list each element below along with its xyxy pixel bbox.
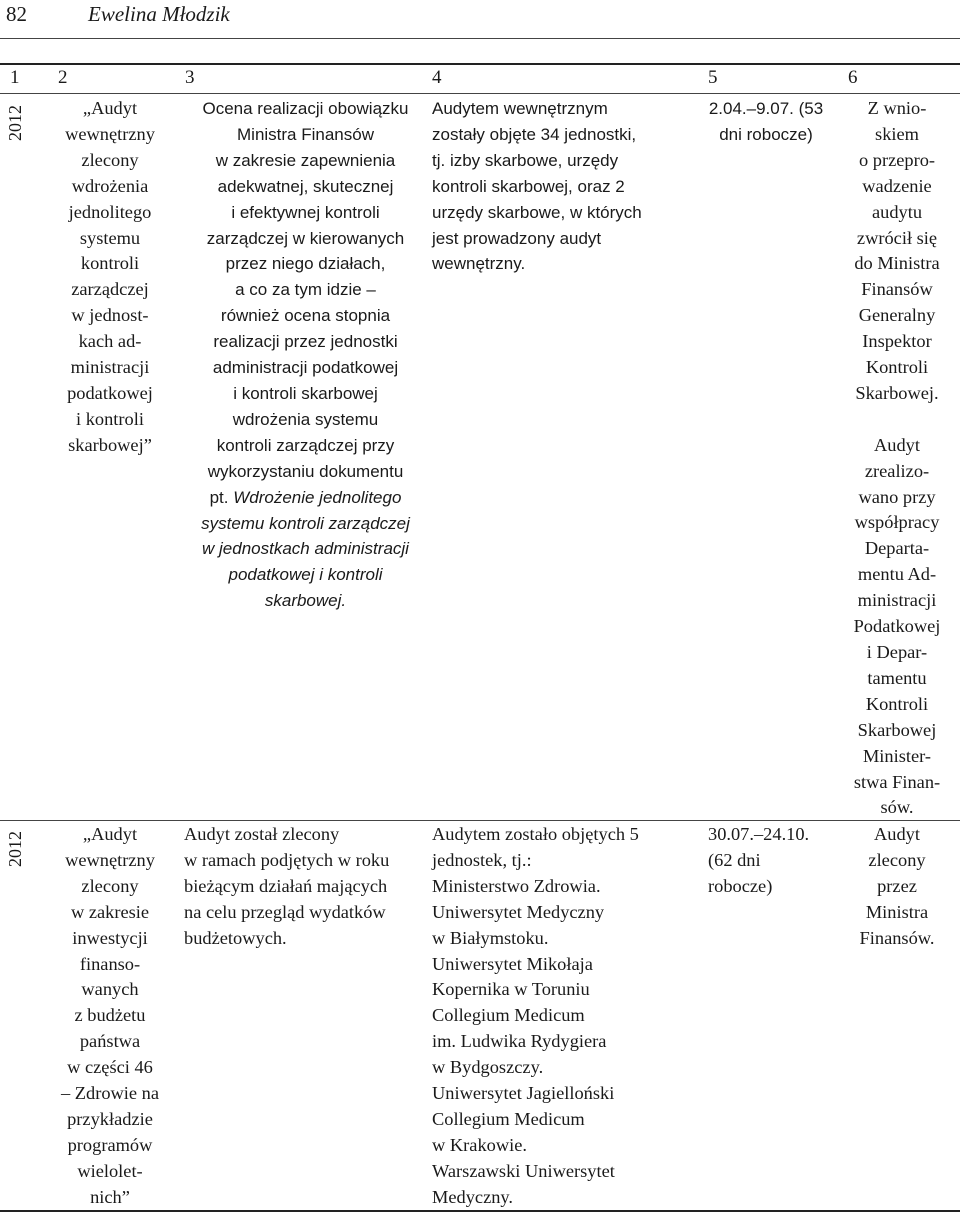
row-1-period: 2.04.–9.07. (53 dni robocze)	[708, 99, 824, 144]
row-1-audited-units: Audytem wewnętrznym zostały objęte 34 jednostki, tj. izby skarbowe, urzędy kontroli skarbowej, oraz 2 urzędy skarbowe, w których jest prowadzony audyt wewnętrzny.	[432, 99, 642, 274]
running-head-author: Ewelina Młodzik	[88, 2, 230, 26]
row-1-year: 2012	[5, 105, 25, 141]
row-1-audit-scope: Ocena realizacji obowiązku Ministra Finansów w zakresie zapewnienia adekwatnej, skutecznej i efektywnej kontroli zarządczej w kierowanych przez niego działach, a co za tym idzie – również ocena stopnia realizacji przez jednostki administracji podatkowej i kontroli skarbowej wdrożenia systemu kontroli zarządczej przy wykorzystaniu dokumentu pt. Wdrożenie jednolitego systemu kontroli zarządczej w jednostkach administracji podatkowej i kontroli skarbowej.	[201, 99, 410, 611]
header-rule	[0, 38, 960, 39]
column-header-2: 2	[58, 67, 68, 88]
column-header-3: 3	[185, 67, 195, 88]
row-2-year: 2012	[5, 831, 25, 867]
table-bottom-rule	[0, 1210, 960, 1212]
row-1-remarks: Z wnio- skiem o przepro- wadzenie audytu zwrócił się do Ministra Finansów Generalny Inspektor Kontroli Skarbowej. Audyt zrealizo- wano przy współpracy Departa- mentu Ad- ministracji Podatkowej i Depar- tamentu Kontroli Skarbowej Minister- stwa Finan- sów.	[853, 98, 941, 818]
row-1-audit-title: „Audyt wewnętrzny zlecony wdrożenia jednolitego systemu kontroli zarządczej w jednost- kach ad- ministracji podatkowej i kontroli skarbowej”	[65, 98, 155, 455]
row-2-audited-units: Audytem zostało objętych 5 jednostek, tj.: Ministerstwo Zdrowia. Uniwersytet Medyczny w Białymstoku. Uniwersytet Mikołaja Kopernika w Toruniu Collegium Medicum im. Ludwika Rydygiera w Bydgoszczy. Uniwersytet Jagielloński Collegium Medicum w Krakowie. Warszawski Uniwersytet Medyczny.	[432, 824, 639, 1207]
column-header-6: 6	[848, 67, 858, 88]
page-number: 82	[6, 2, 27, 26]
column-header-1: 1	[10, 67, 20, 88]
row-2-remarks: Audyt zlecony przez Ministra Finansów.	[859, 824, 935, 948]
column-header-5: 5	[708, 67, 718, 88]
page-header	[0, 0, 960, 36]
row-2-period: 30.07.–24.10. (62 dni robocze)	[708, 824, 810, 896]
table-top-rule	[0, 63, 960, 65]
row-separator	[0, 820, 960, 821]
document-title-first-line: Wdrożenie jednolitego	[233, 487, 402, 507]
row-2-audit-scope: Audyt został zlecony w ramach podjętych w roku bieżącym działań mających na celu przegląd wydatków budżetowych.	[184, 824, 390, 948]
document-ref-prefix: pt.	[209, 487, 234, 507]
row-2-audit-title: „Audyt wewnętrzny zlecony w zakresie inwestycji finanso- wanych z budżetu państwa w części 46 – Zdrowie na przykładzie programów wielolet- nich”	[60, 824, 160, 1207]
column-header-4: 4	[432, 67, 442, 88]
header-bottom-rule	[0, 93, 960, 94]
